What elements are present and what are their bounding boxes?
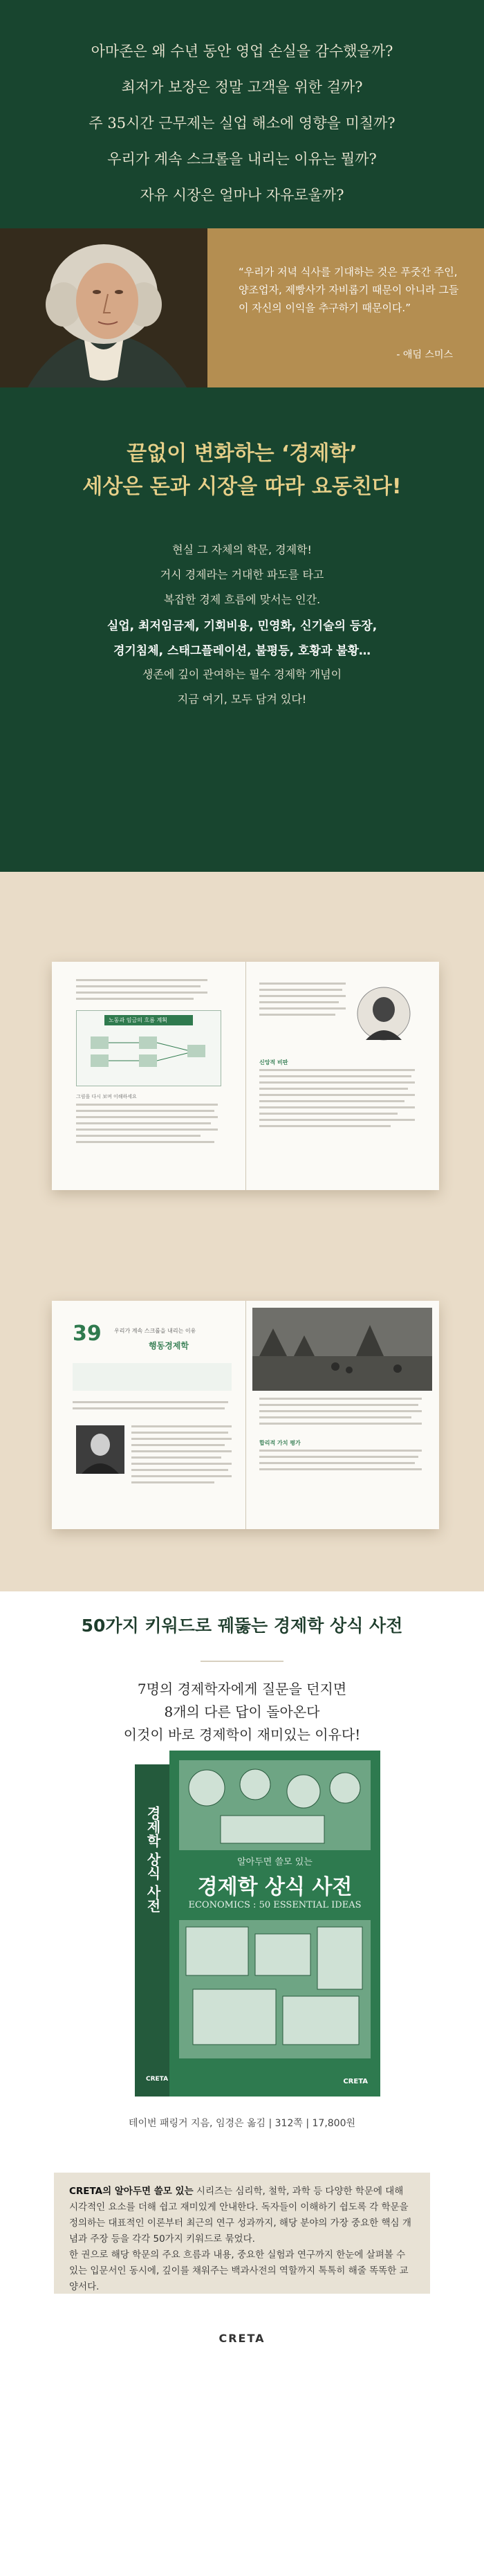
questions-section	[0, 0, 484, 228]
cover-publisher: CRETA	[343, 2078, 368, 2085]
headline-section	[0, 387, 484, 872]
question-4: 우리가 계속 스크롤을 내리는 이유는 뭘까?	[107, 151, 377, 167]
question-5: 자유 시장은 얼마나 자유로울까?	[140, 187, 344, 203]
cover-series: 알아두면 쓸모 있는	[237, 1857, 313, 1867]
book-cover	[135, 1751, 380, 2097]
desc-brand: CRETA	[69, 2186, 103, 2197]
economists-collage	[179, 1760, 371, 1850]
chapter-number: 39	[73, 1322, 102, 1346]
smith-medallion	[356, 986, 411, 1041]
book-sub-2: 8개의 다른 답이 돌아온다	[164, 1703, 320, 1720]
spread2-right-body-2	[259, 1450, 425, 1474]
diagram-caption: 그림을 다시 보며 이해하세요	[76, 1094, 137, 1099]
historical-illustration	[252, 1308, 432, 1391]
body-line-2: 거시 경제라는 거대한 파도를 타고	[160, 568, 324, 581]
spine-title: 경제학 상식 사전	[145, 1806, 161, 1912]
body-line-3: 복잡한 경제 흐름에 맞서는 인간.	[163, 593, 321, 606]
body-line-1: 현실 그 자체의 학문, 경제학!	[172, 543, 312, 556]
quote-text: “우리가 저녁 식사를 기대하는 것은 푸줏간 주인, 양조업자, 제빵사가 자비롭기 때문이 아니라 그들이 자신의 이익을 추구하기 때문이다.”	[239, 266, 459, 314]
creta-logo: CRETA	[218, 2332, 266, 2345]
book-front	[169, 1751, 380, 2097]
chapter-intro-box	[73, 1363, 232, 1391]
cover-collage-bottom	[179, 1920, 371, 2058]
adam-smith-portrait	[0, 228, 207, 387]
spine-logo: CRETA	[146, 2076, 169, 2083]
body-line-4: 생존에 깊이 관여하는 필수 경제학 개념이	[142, 668, 342, 681]
book-sub-3: 이것이 바로 경제학이 재미있는 이유다!	[123, 1726, 361, 1743]
keywords-line-1: 실업, 최저임금제, 기회비용, 민영화, 신기술의 등장,	[106, 619, 378, 633]
section-tag: 신앙적 비판	[259, 1059, 288, 1066]
description-paragraph-1	[69, 2184, 415, 2247]
cover-title: 경제학 상식 사전	[197, 1875, 353, 1899]
book-sub-1: 7명의 경제학자에게 질문을 던지면	[137, 1681, 347, 1697]
book-section-title: 50가지 키워드로 꿰뚫는 경제학 상식 사전	[81, 1616, 403, 1636]
question-1: 아마존은 왜 수년 동안 영업 손실을 감수했을까?	[91, 43, 393, 60]
spread1-left-body	[76, 1104, 221, 1147]
spreads-section	[0, 872, 484, 1591]
book-meta: 테이번 패링거 지음, 임경은 옮김 | 312쪽 | 17,800원	[128, 2118, 356, 2129]
economy-collage	[179, 1920, 371, 2058]
spread2-right-body	[259, 1398, 425, 1429]
spread2-left-col	[131, 1425, 235, 1488]
diagram-arrows	[77, 1030, 221, 1078]
chapter-subtitle: 우리가 계속 스크롤을 내리는 이유	[114, 1328, 196, 1334]
question-3: 주 35시간 근무제는 실업 해소에 영향을 미칠까?	[89, 115, 395, 131]
cover-english: ECONOMICS : 50 ESSENTIAL IDEAS	[188, 1900, 362, 1910]
description-paragraph-2: 한 권으로 해당 학문의 주요 흐름과 내용, 중요한 실험과 연구까지 한눈에 살펴볼 수 있는 입문서인 동시에, 깊이를 채워주는 백과사전의 역할까지 톡톡히 해줄 똑똑한 교양서다.	[69, 2249, 409, 2292]
flow-diagram	[76, 1010, 221, 1086]
cover-collage-top	[179, 1760, 371, 1850]
description-box	[54, 2173, 430, 2294]
question-2: 최저가 보장은 정말 고객을 위한 걸까?	[121, 79, 363, 95]
chapter-title: 행동경제학	[149, 1341, 189, 1351]
body-line-5: 지금 여기, 모두 담겨 있다!	[177, 693, 307, 706]
desc-series: 의 알아두면 쓸모 있는	[102, 2186, 194, 2197]
quote-author: - 애덤 스미스	[396, 349, 453, 360]
book-spread-2	[52, 1301, 439, 1529]
spread1-left-text	[76, 979, 214, 1004]
economist-photo	[76, 1425, 124, 1474]
desc-rest: 시리즈는 심리학, 철학, 과학 등 다양한 학문에 대해 시각적인 요소를 더해 쉽고 재미있게 안내한다. 독자들이 이해하기 쉽도록 각 학문을 정의하는 대표적인 이론부터 최근의 연구 성과까지, 해당 분야의 가장 중요한 핵심 개념과 주장 등을 각각 50가지 키워드로 묶었다.	[69, 2186, 411, 2245]
spread-gutter	[245, 962, 246, 1190]
book-section	[0, 1591, 484, 2576]
book-spread-1	[52, 962, 439, 1190]
book-spine	[135, 1764, 169, 2097]
quote-section	[0, 228, 484, 387]
spread-gutter	[245, 1301, 246, 1529]
spread1-right-body	[259, 1069, 418, 1131]
spread1-right-text	[259, 983, 349, 1020]
headline-line-2: 세상은 돈과 시장을 따라 요동친다!	[82, 475, 402, 499]
title-divider	[201, 1661, 283, 1662]
keywords-line-2: 경기침체, 스태그플레이션, 불평등, 호황과 불황…	[113, 644, 371, 658]
headline-line-1: 끝없이 변화하는 ‘경제학’	[127, 441, 357, 466]
spread2-left-body	[73, 1401, 232, 1414]
diagram-label: 노동과 임금의 흐름 계획	[104, 1015, 193, 1025]
sub-heading: 합리적 가치 평가	[259, 1440, 301, 1446]
